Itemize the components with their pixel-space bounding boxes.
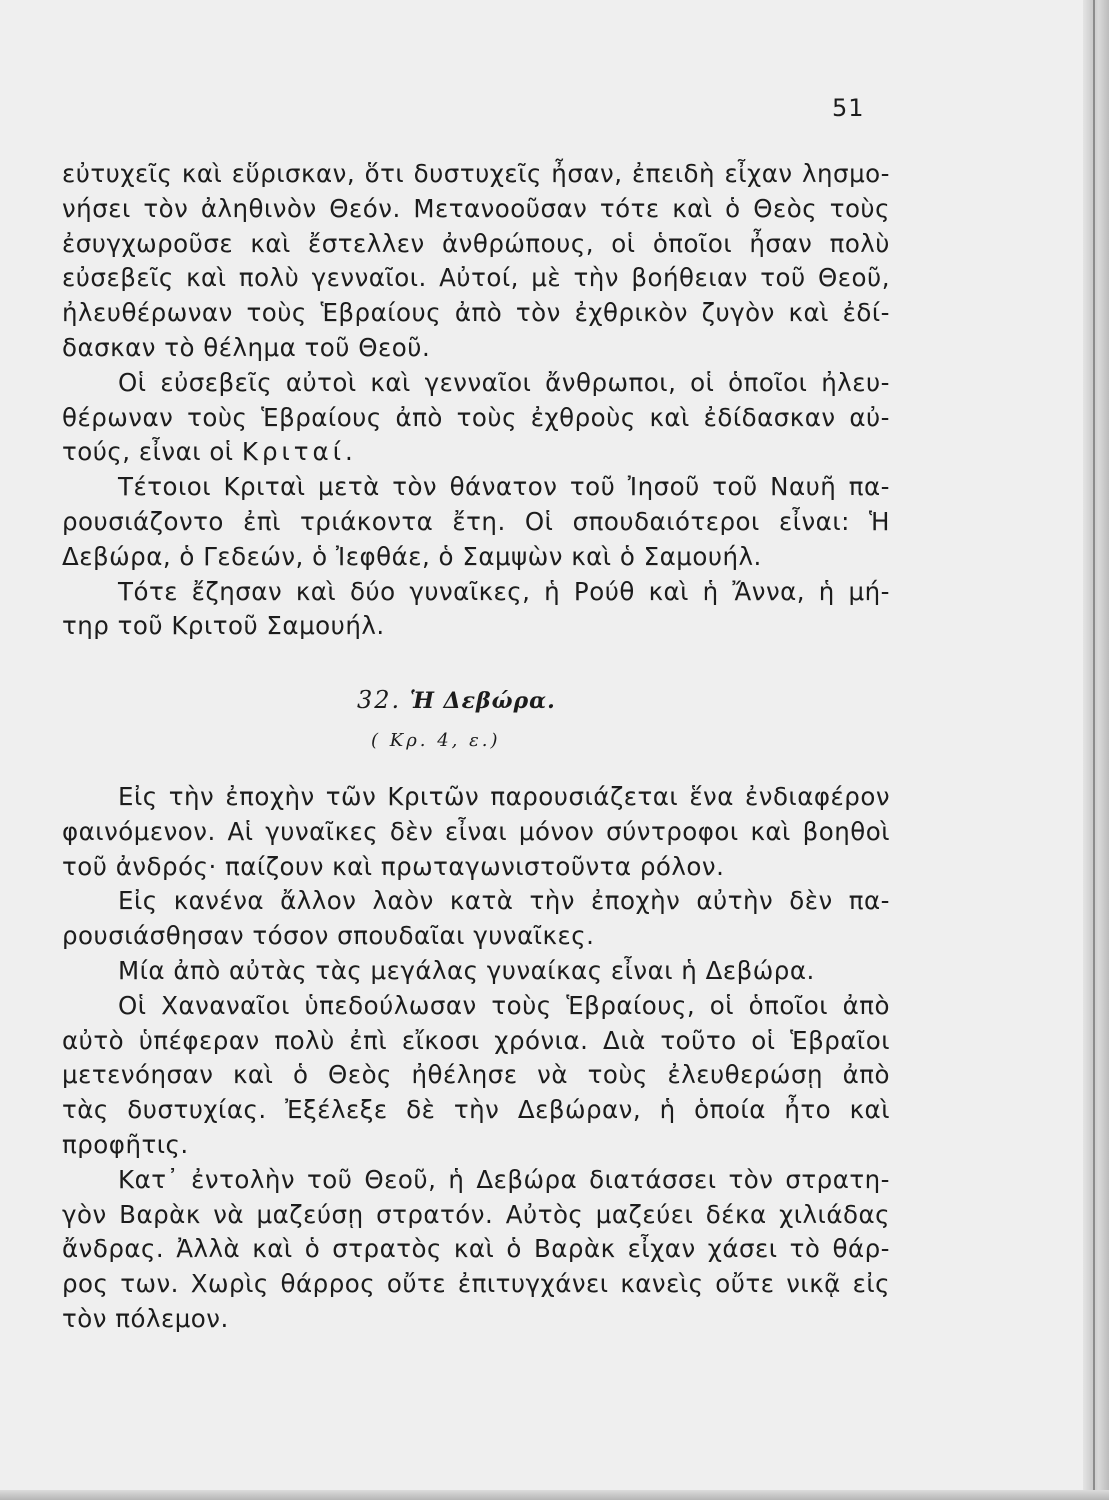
text-line: ἠλευθέρωναν τοὺς Ἑβραίους ἀπὸ τὸν ἐχθρικὸν ζυγὸν καὶ ἐδί- (62, 298, 890, 328)
text-line: ἐσυγχωροῦσε καὶ ἔστελλεν ἀνθρώπους, οἱ ὁποῖοι ἦσαν πολὺ (62, 228, 890, 258)
section-title: Ἡ Δεβώρα. (409, 688, 556, 714)
section-heading (357, 686, 556, 714)
page-edge-bottom (0, 1490, 1109, 1500)
text-block-deborah (62, 780, 890, 1337)
text-line: προφῆτις. (62, 1129, 189, 1159)
text-block-intro (62, 157, 890, 644)
text-line: ρουσιάζοντο ἐπὶ τριάκοντα ἔτη. Οἱ σπουδαιότεροι εἶναι: Ἡ (62, 506, 890, 536)
text-line: ρος των. Χωρὶς θάρρος οὔτε ἐπιτυγχάνει κανεὶς οὔτε νικᾷ εἰς (62, 1269, 890, 1299)
text-line: Οἱ εὐσεβεῖς αὐτοὶ καὶ γενναῖοι ἄνθρωποι, οἱ ὁποῖοι ἠλευ- (118, 367, 890, 397)
text-line: τὸν πόλεμον. (62, 1303, 229, 1333)
text-line: Οἱ Χαναναῖοι ὑπεδούλωσαν τοὺς Ἑβραίους, οἱ ὁποῖοι ἀπὸ (118, 990, 890, 1020)
text-fragment: τούς, εἶναι οἱ (62, 437, 242, 467)
text-line: φαινόμενον. Αἱ γυναῖκες δὲν εἶναι μόνον σύντροφοι καὶ βοηθοὶ (62, 816, 890, 846)
text-line: τοῦ ἀνδρός· παίζουν καὶ πρωταγωνιστοῦντα ρόλον. (62, 851, 725, 881)
section-number: 32. (357, 686, 402, 714)
text-line: τηρ τοῦ Κριτοῦ Σαμουήλ. (62, 611, 385, 641)
text-line: Δεβώρα, ὁ Γεδεών, ὁ Ἰεφθάε, ὁ Σαμψὼν καὶ ὁ Σαμουήλ. (62, 541, 762, 571)
section-reference: ( Κρ. 4, ε.) (371, 730, 501, 751)
text-line: Εἰς τὴν ἐποχὴν τῶν Κριτῶν παρουσιάζεται ἕνα ἐνδιαφέρον (118, 782, 890, 811)
text-line-kritai (62, 435, 890, 470)
text-line: θέρωναν τοὺς Ἑβραίους ἀπὸ τοὺς ἐχθροὺς καὶ ἐδίδασκαν αὐ- (62, 402, 890, 432)
emphasized-word-kritai: Κριταί (241, 437, 345, 467)
page-number: 51 (832, 94, 865, 122)
text-line: Κατ᾽ ἐντολὴν τοῦ Θεοῦ, ἡ Δεβώρα διατάσσει τὸν στρατη- (118, 1164, 890, 1194)
text-line: Εἰς κανένα ἄλλον λαὸν κατὰ τὴν ἐποχὴν αὐτὴν δὲν πα- (118, 886, 890, 916)
text-line: νήσει τὸν ἀληθινὸν Θεόν. Μετανοοῦσαν τότε καὶ ὁ Θεὸς τοὺς (62, 193, 890, 223)
text-line: εὐσεβεῖς καὶ πολὺ γενναῖοι. Αὐτοί, μὲ τὴν βοήθειαν τοῦ Θεοῦ, (62, 263, 890, 293)
text-line: δασκαν τὸ θέλημα τοῦ Θεοῦ. (62, 332, 431, 362)
text-line: Τέτοιοι Κριταὶ μετὰ τὸν θάνατον τοῦ Ἰησοῦ τοῦ Ναυῆ πα- (118, 472, 890, 502)
text-line: Μία ἀπὸ αὐτὰς τὰς μεγάλας γυναίκας εἶναι ἡ Δεβώρα. (118, 955, 815, 985)
text-line: αὐτὸ ὑπέφεραν πολὺ ἐπὶ εἴκοσι χρόνια. Διὰ τοῦτο οἱ Ἑβραῖοι (62, 1025, 890, 1055)
text-line: Τότε ἔζησαν καὶ δύο γυναῖκες, ἡ Ρούθ καὶ ἡ Ἄννα, ἡ μή- (118, 576, 890, 606)
page-edge-right (1083, 0, 1109, 1500)
text-line: μετενόησαν καὶ ὁ Θεὸς ἠθέλησε νὰ τοὺς ἐλευθερώσῃ ἀπὸ (62, 1060, 890, 1090)
text-line: ἄνδρας. Ἀλλὰ καὶ ὁ στρατὸς καὶ ὁ Βαρὰκ εἶχαν χάσει τὸ θάρ- (62, 1234, 890, 1264)
text-line: εὐτυχεῖς καὶ εὕρισκαν, ὅτι δυστυχεῖς ἦσαν, ἐπειδὴ εἶχαν λησμο- (62, 159, 890, 188)
text-line: γὸν Βαρὰκ νὰ μαζεύσῃ στρατόν. Αὐτὸς μαζεύει δέκα χιλιάδας (62, 1199, 890, 1229)
text-fragment: . (345, 437, 354, 467)
text-line: ρουσιάσθησαν τόσον σπουδαῖαι γυναῖκες. (62, 921, 595, 951)
text-line: τὰς δυστυχίας. Ἐξέλεξε δὲ τὴν Δεβώραν, ἡ ὁποία ἦτο καὶ (62, 1095, 890, 1125)
